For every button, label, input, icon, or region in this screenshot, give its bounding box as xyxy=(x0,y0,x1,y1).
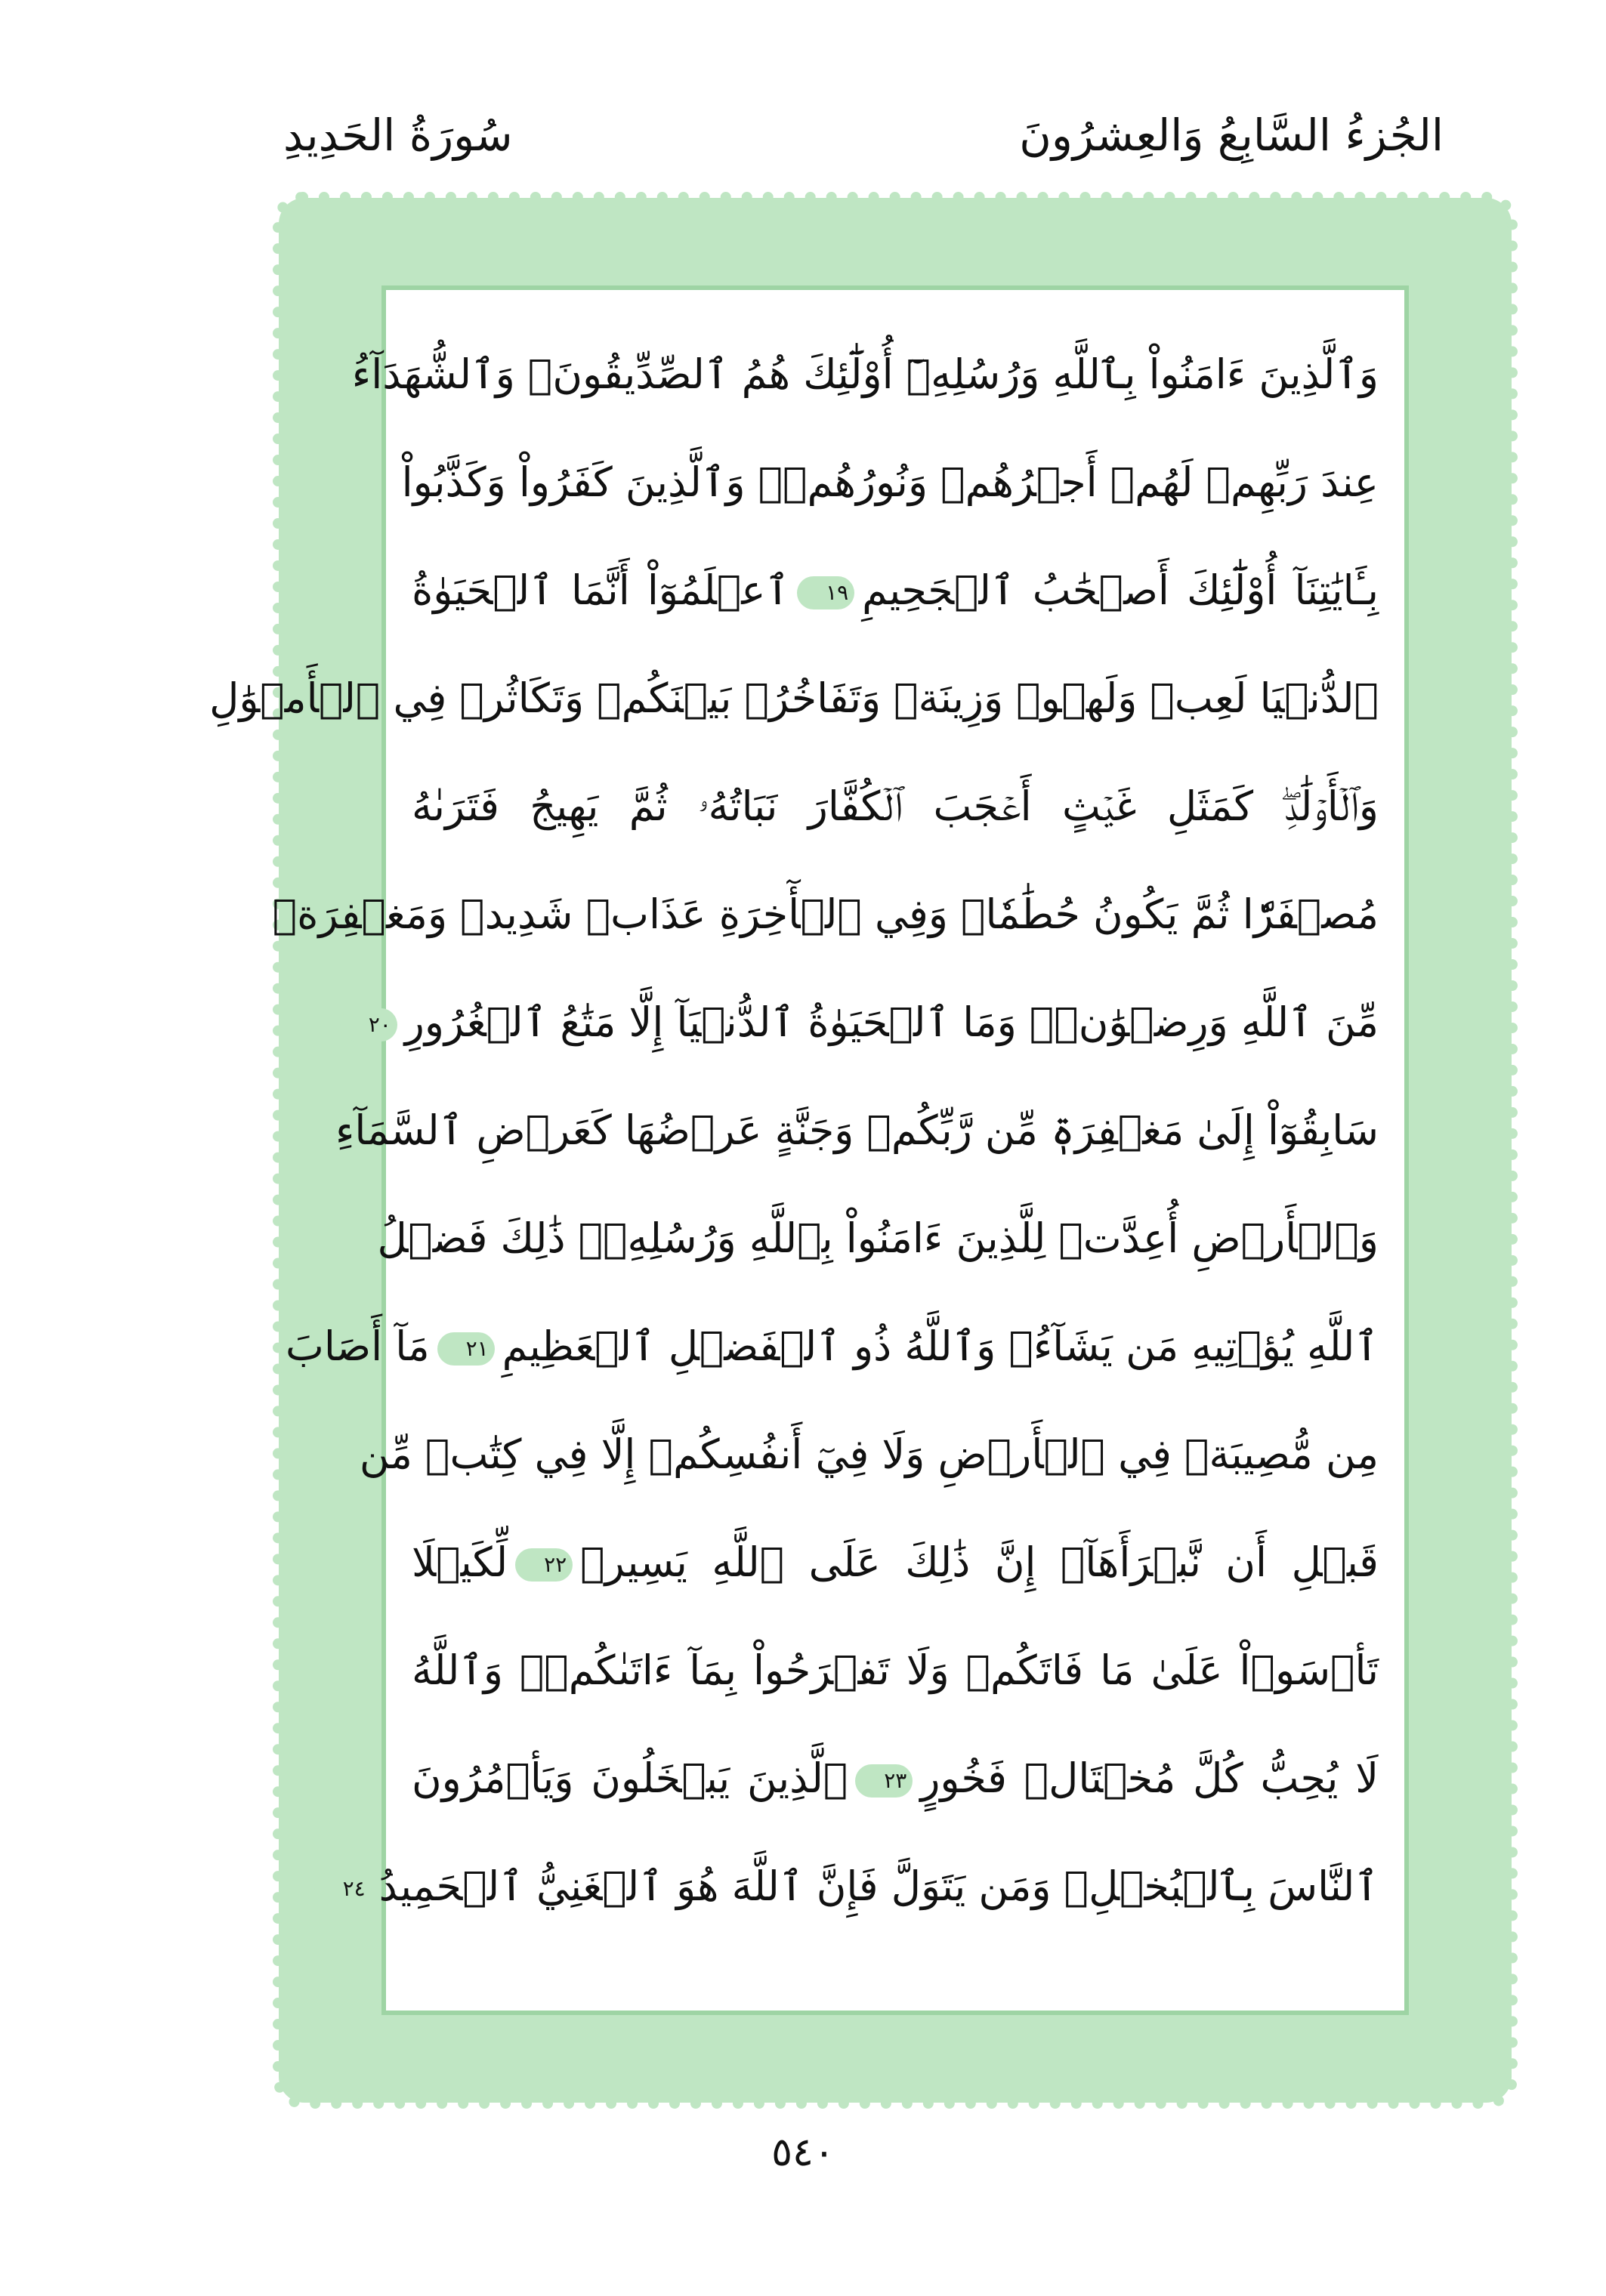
verse-line-text: وَٱلۡأَوۡلَٰدِۖ كَمَثَلِ غَيۡثٍ أَعۡجَبَ ٱلۡكُفَّارَ نَبَاتُهُۥ ثُمَّ يَهِيجُ فَتَرَىٰهُ xyxy=(412,782,1379,830)
verse-line-text: وَٱلۡأَرۡضِ أُعِدَّتۡ لِلَّذِينَ ءَامَنُواْ بِٱللَّهِ وَرُسُلِهِۦۚ ذَٰلِكَ فَضۡلُ xyxy=(377,1214,1379,1262)
ayah-number-marker: ٢٠ xyxy=(340,1008,397,1042)
verse-line-text: مِن مُّصِيبَةٖ فِي ٱلۡأَرۡضِ وَلَا فِيٓ أَنفُسِكُمۡ إِلَّا فِي كِتَٰبٖ مِّن xyxy=(359,1430,1379,1478)
ayah-number-marker: ٢٣ xyxy=(855,1764,913,1798)
ayah-number-marker: ٢٤ xyxy=(314,1872,372,1906)
verse-line-text-continued: لِّكَيۡلَا xyxy=(412,1538,508,1586)
verse-line xyxy=(412,1616,1379,1724)
verse-line-text: مُصۡفَرّٗا ثُمَّ يَكُونُ حُطَٰمٗاۖ وَفِي ٱلۡأٓخِرَةِ عَذَابٞ شَدِيدٞ وَمَغۡفِرَةٞ xyxy=(272,890,1379,938)
verse-line xyxy=(401,428,1379,536)
verse-line xyxy=(412,1508,1379,1616)
ayah-number-marker: ٢١ xyxy=(437,1332,495,1366)
verse-line-text: وَٱلَّذِينَ ءَامَنُواْ بِٱللَّهِ وَرُسُلِهِۦٓ أُوْلَٰٓئِكَ هُمُ ٱلصِّدِّيقُونَۖ وَٱلشُّهَدَآءُ xyxy=(351,350,1379,398)
verse-line xyxy=(272,860,1379,968)
juz-title: الجُزءُ السَّابِعُ وَالعِشرُونَ xyxy=(1019,110,1444,161)
ayah-number-marker: ١٩ xyxy=(797,576,854,609)
verse-line-text-continued: ٱلَّذِينَ يَبۡخَلُونَ وَيَأۡمُرُونَ xyxy=(412,1754,848,1802)
verse-line-text: ٱلدُّنۡيَا لَعِبٞ وَلَهۡوٞ وَزِينَةٞ وَتَفَاخُرُۢ بَيۡنَكُمۡ وَتَكَاثُرٞ فِي ٱلۡأَمۡوَٰلِ xyxy=(209,674,1379,722)
verse-line xyxy=(412,1724,1379,1832)
verse-line xyxy=(209,644,1379,752)
verse-line xyxy=(342,1832,1379,1940)
verse-line xyxy=(285,1292,1379,1400)
verse-line-text: لَا يُحِبُّ كُلَّ مُخۡتَالٖ فَخُورٍ xyxy=(920,1754,1379,1802)
verse-line-text-continued: مَآ أَصَابَ xyxy=(285,1322,430,1370)
verse-line-text: عِندَ رَبِّهِمۡ لَهُمۡ أَجۡرُهُمۡ وَنُورُهُمۡۖ وَٱلَّذِينَ كَفَرُواْ وَكَذَّبُواْ xyxy=(401,458,1379,506)
ayah-number-marker: ٢٢ xyxy=(515,1548,573,1582)
verse-line-text: مِّنَ ٱللَّهِ وَرِضۡوَٰنٞۚ وَمَا ٱلۡحَيَوٰةُ ٱلدُّنۡيَآ إِلَّا مَتَٰعُ ٱلۡغُرُورِ xyxy=(404,998,1379,1046)
verse-line xyxy=(412,536,1379,644)
verse-line-text: ٱلنَّاسَ بِٱلۡبُخۡلِۗ وَمَن يَتَوَلَّ فَإِنَّ ٱللَّهَ هُوَ ٱلۡغَنِيُّ ٱلۡحَمِيدُ xyxy=(378,1862,1379,1910)
surah-title: سُورَةُ الحَدِيدِ xyxy=(283,110,513,161)
verse-line xyxy=(335,1076,1379,1184)
verse-line xyxy=(412,752,1379,860)
verse-line xyxy=(368,968,1379,1076)
verse-line-text: بِـَٔايَٰتِنَآ أُوْلَٰٓئِكَ أَصۡحَٰبُ ٱلۡجَحِيمِ xyxy=(862,566,1379,614)
text-panel xyxy=(209,285,1409,2015)
verse-line-text-continued: ٱعۡلَمُوٓاْ أَنَّمَا ٱلۡحَيَوٰةُ xyxy=(412,566,790,614)
verse-text xyxy=(209,320,1379,1940)
verse-line-text: تَأۡسَوۡاْ عَلَىٰ مَا فَاتَكُمۡ وَلَا تَفۡرَحُواْ بِمَآ ءَاتَىٰكُمۡۗ وَٱللَّهُ xyxy=(412,1646,1379,1694)
verse-line-text: قَبۡلِ أَن نَّبۡرَأَهَآۚ إِنَّ ذَٰلِكَ عَلَى ٱللَّهِ يَسِيرٞ xyxy=(580,1538,1379,1586)
page-frame xyxy=(209,202,1507,2098)
page-number: ٥٤٠ xyxy=(771,2130,835,2175)
verse-line-text: ٱللَّهِ يُؤۡتِيهِ مَن يَشَآءُۚ وَٱللَّهُ ذُو ٱلۡفَضۡلِ ٱلۡعَظِيمِ xyxy=(502,1322,1379,1370)
verse-line xyxy=(351,320,1379,428)
verse-line xyxy=(377,1184,1379,1292)
verse-line-text: سَابِقُوٓاْ إِلَىٰ مَغۡفِرَةٖ مِّن رَّبِّكُمۡ وَجَنَّةٍ عَرۡضُهَا كَعَرۡضِ ٱلسَّمَآءِ xyxy=(335,1106,1379,1154)
verse-line xyxy=(359,1400,1379,1508)
